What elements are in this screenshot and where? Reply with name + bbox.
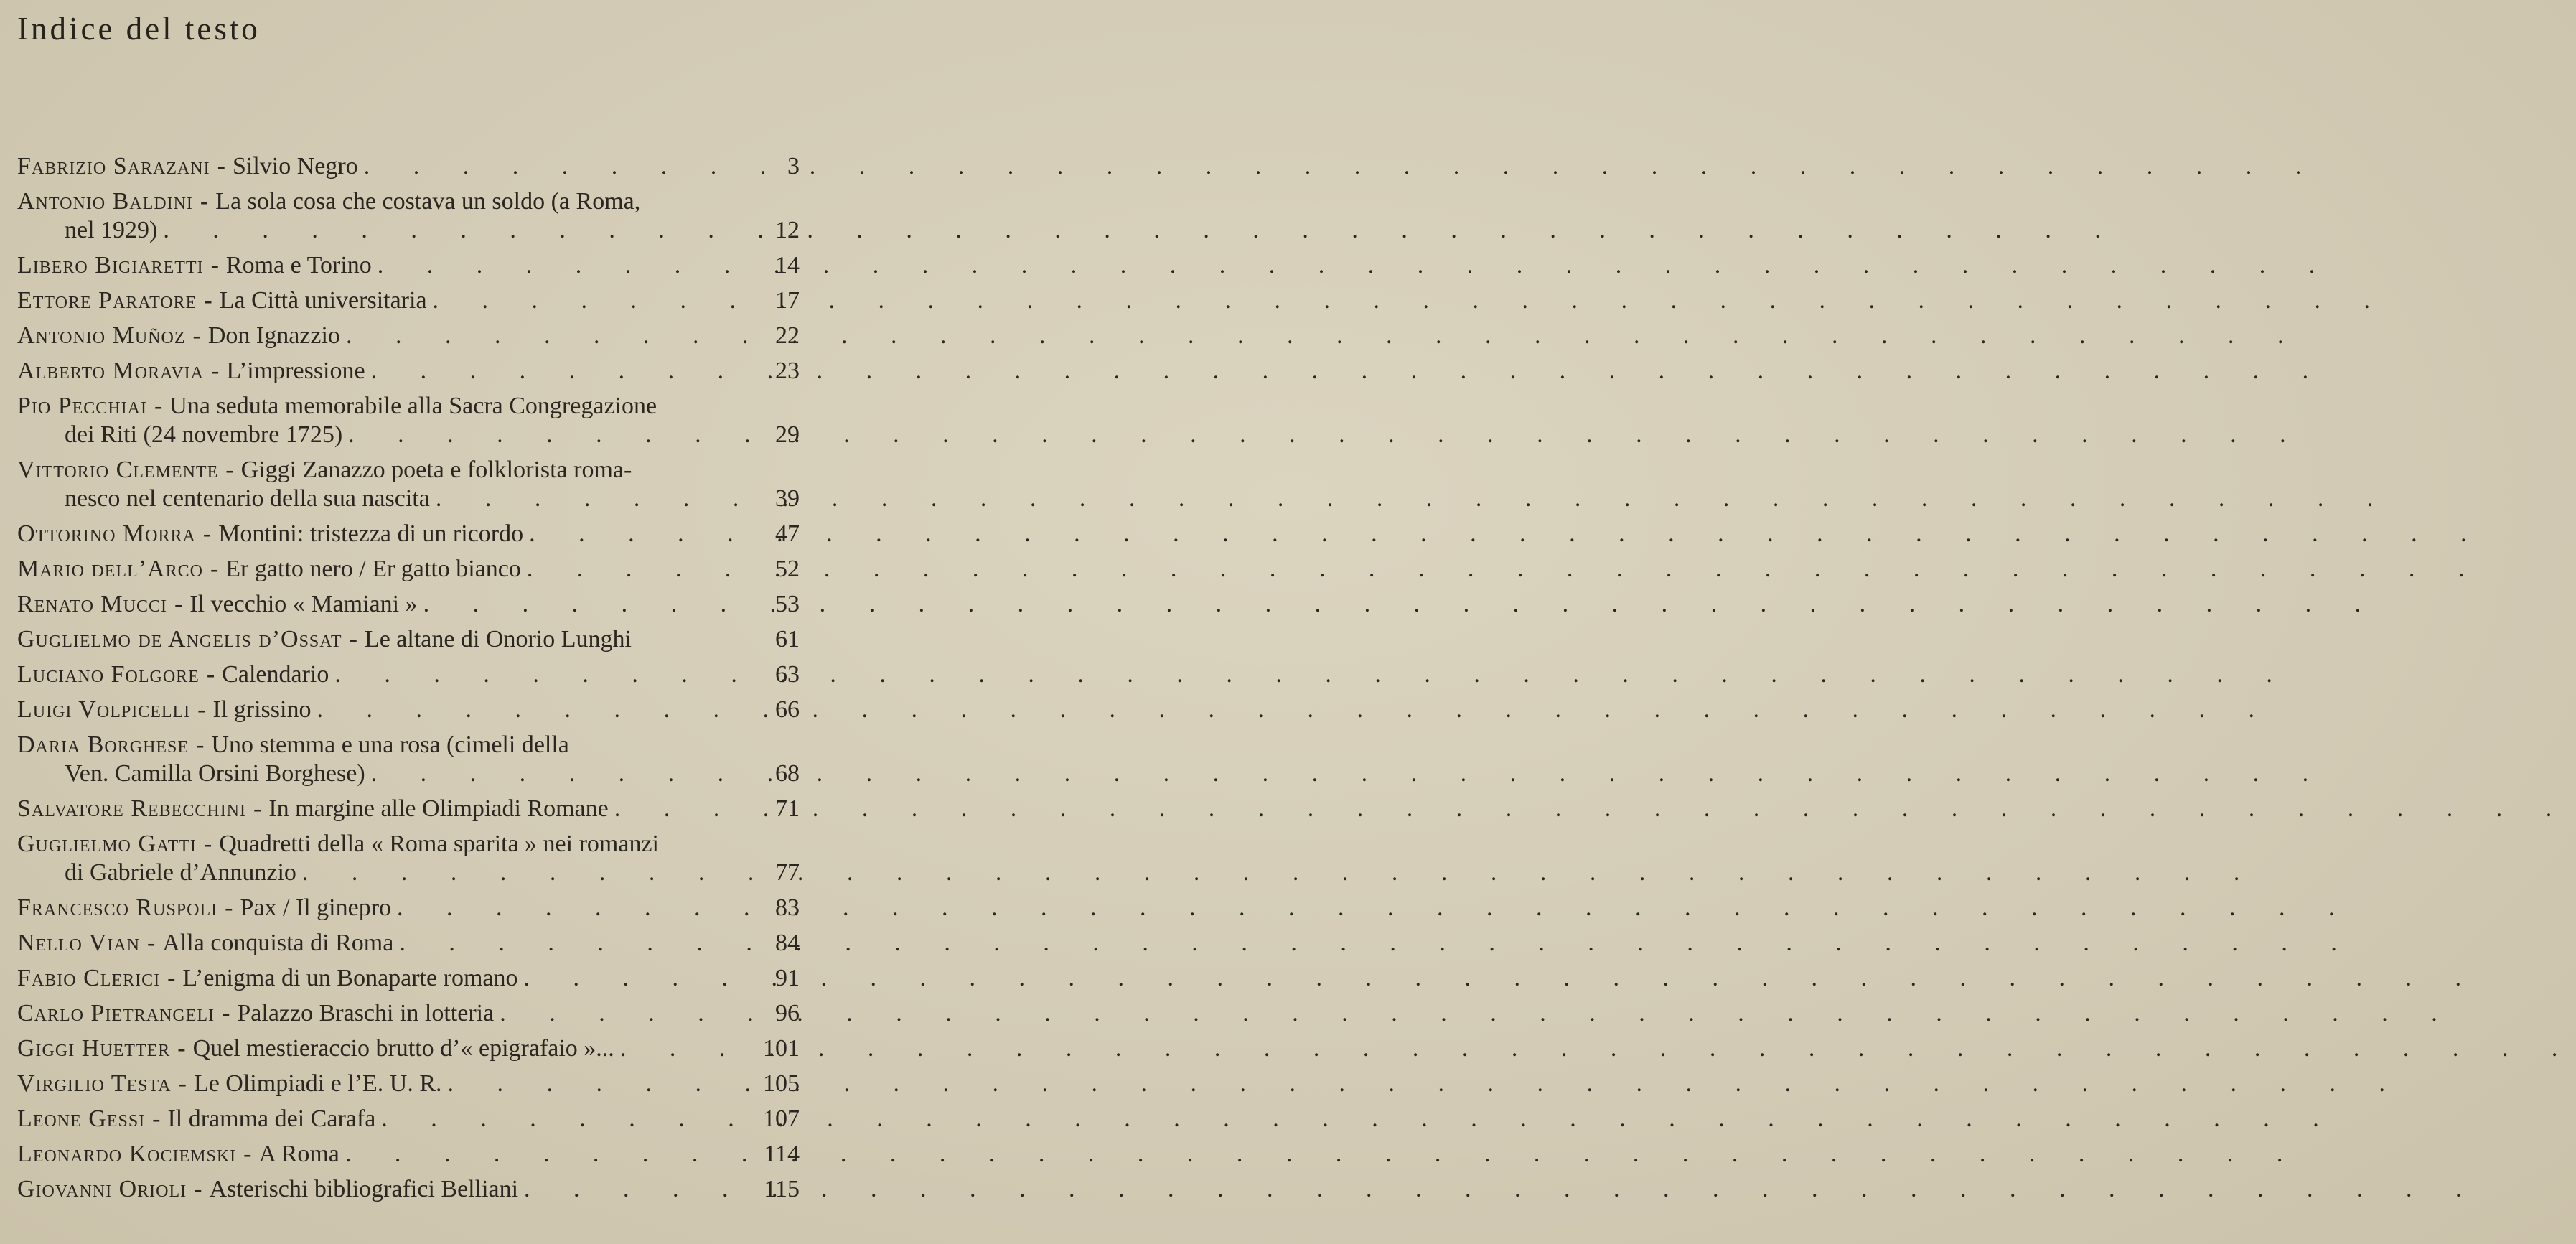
toc-entry (17, 1070, 800, 1098)
entry-author: Leone Gessi (17, 1105, 146, 1132)
entry-page-number: 77 (775, 859, 800, 886)
toc-line (17, 456, 721, 485)
toc-line (17, 251, 721, 280)
entry-title: Silvio Negro (232, 153, 358, 179)
entry-author: Luigi Volpicelli (17, 696, 191, 723)
toc-line (17, 999, 721, 1028)
entry-page-number: 3 (787, 153, 800, 179)
separator: - (174, 591, 183, 617)
entry-title: La sola cosa che costava un soldo (a Roma, (215, 188, 641, 215)
separator: - (349, 626, 357, 653)
dot-leader (329, 660, 721, 689)
separator: - (210, 252, 219, 279)
toc-line (17, 1034, 721, 1063)
entry-page-number: 105 (763, 1070, 800, 1097)
entry-author: Guglielmo Gatti (17, 831, 197, 857)
toc-line (17, 625, 721, 654)
toc-entry (17, 964, 800, 993)
dot-leader (391, 894, 721, 922)
toc-entry (17, 999, 800, 1028)
entry-page-number: 63 (775, 661, 800, 688)
separator: - (217, 153, 225, 179)
dot-leader (358, 152, 721, 181)
toc-entry (17, 392, 800, 449)
dot-leader (157, 216, 721, 245)
toc-line (17, 1175, 721, 1204)
toc-entry (17, 731, 800, 788)
entry-author: Virgilio Testa (17, 1070, 172, 1097)
entry-title: Quel mestieraccio brutto d’« epigrafaio »... (192, 1035, 614, 1062)
separator: - (154, 393, 163, 419)
entry-author: Mario dell’Arco (17, 556, 203, 582)
entry-author: Salvatore Rebecchini (17, 795, 247, 822)
entry-author: Giggi Huetter (17, 1035, 171, 1062)
dot-leader (375, 1105, 721, 1133)
toc-entry (17, 1140, 800, 1169)
dot-leader (296, 859, 721, 887)
entry-title: Montini: tristezza di un ricordo (218, 520, 524, 547)
entry-author: Fabio Clerici (17, 965, 161, 991)
toc-line (17, 357, 721, 385)
entry-title: L’impressione (226, 357, 365, 384)
entry-title-continued: di Gabriele d’Annunzio (65, 859, 296, 886)
entry-title: Uno stemma e una rosa (cimeli della (211, 731, 569, 758)
entry-page-number: 71 (775, 795, 800, 822)
toc-entry (17, 1034, 800, 1063)
entry-title: Le altane di Onorio Lunghi (364, 626, 632, 653)
entry-author: Antonio Baldini (17, 188, 193, 215)
dot-leader (614, 1034, 721, 1063)
entry-author: Leonardo Kociemski (17, 1141, 237, 1167)
entry-title-continued: dei Riti (24 novembre 1725) (65, 421, 343, 448)
entry-author: Renato Mucci (17, 591, 167, 617)
dot-leader (609, 795, 721, 823)
toc-line (17, 322, 721, 350)
separator: - (146, 930, 156, 956)
entry-page-number: 66 (775, 696, 800, 723)
separator: - (253, 795, 262, 822)
separator: - (222, 1000, 230, 1026)
toc-line (17, 520, 721, 548)
dot-leader (311, 696, 721, 724)
separator: - (243, 1141, 252, 1167)
toc-line (17, 555, 721, 584)
entry-page-number: 23 (775, 357, 800, 384)
toc-line (17, 929, 721, 958)
entry-page-number: 91 (775, 965, 800, 991)
toc-entry (17, 251, 800, 280)
separator: - (178, 1070, 187, 1097)
entry-title: Il grissino (212, 696, 312, 723)
toc-entry (17, 520, 800, 548)
dot-leader (339, 1140, 721, 1169)
toc-entry (17, 152, 800, 181)
toc-line (17, 894, 721, 922)
entry-author: Vittorio Clemente (17, 457, 219, 483)
dot-leader (340, 322, 721, 350)
toc-entry (17, 1105, 800, 1133)
entry-title: Una seduta memorabile alla Sacra Congregazione (169, 393, 657, 419)
entry-author: Pio Pecchiai (17, 393, 147, 419)
entry-author: Francesco Ruspoli (17, 894, 218, 921)
separator: - (200, 188, 209, 215)
entry-page-number: 68 (775, 760, 800, 787)
dot-leader (418, 590, 721, 619)
entry-author: Libero Bigiaretti (17, 252, 204, 279)
toc-line (17, 392, 721, 421)
dot-leader (365, 357, 721, 385)
entry-title: Le Olimpiadi e l’E. U. R. (193, 1070, 442, 1097)
dot-leader (365, 759, 721, 788)
dot-leader (442, 1070, 721, 1098)
dot-leader (494, 999, 721, 1028)
separator: - (225, 457, 234, 483)
entry-page-number: 61 (775, 626, 800, 653)
entry-page-number: 52 (775, 556, 800, 582)
toc-entry (17, 187, 800, 245)
entry-page-number: 29 (775, 421, 800, 448)
dot-leader (342, 421, 721, 449)
toc-entry (17, 625, 800, 654)
toc-entry (17, 322, 800, 350)
toc-entry (17, 795, 800, 823)
entry-author: Antonio Muñoz (17, 322, 186, 349)
entry-title: Il vecchio « Mamiani » (189, 591, 418, 617)
dot-leader (427, 286, 721, 315)
entry-title: Quadretti della « Roma sparita » nei romanzi (219, 831, 659, 857)
entry-title: Pax / Il ginepro (240, 894, 392, 921)
toc-line-continuation (17, 421, 721, 449)
toc-entry (17, 929, 800, 958)
entry-author: Daria Borghese (17, 731, 189, 758)
entry-author: Alberto Moravia (17, 357, 204, 384)
separator: - (210, 357, 220, 384)
toc-line (17, 731, 721, 759)
toc-line-continuation (17, 759, 721, 788)
toc-entry (17, 830, 800, 887)
dot-leader (523, 520, 721, 548)
toc-line (17, 590, 721, 619)
toc-line-continuation (17, 485, 721, 513)
entry-author: Guglielmo de Angelis d’Ossat (17, 626, 342, 653)
entry-page-number: 14 (775, 252, 800, 279)
toc-entry (17, 590, 800, 619)
separator: - (194, 1176, 202, 1202)
toc-line (17, 830, 721, 859)
entry-author: Luciano Folgore (17, 661, 200, 688)
entry-page-number: 17 (775, 287, 800, 314)
toc-entry (17, 555, 800, 584)
entry-author: Carlo Pietrangeli (17, 1000, 215, 1026)
book-page (0, 0, 817, 1244)
separator: - (152, 1105, 161, 1132)
toc-entry (17, 456, 800, 513)
dot-leader (518, 1175, 721, 1204)
toc-line (17, 964, 721, 993)
entry-author: Ottorino Morra (17, 520, 196, 547)
dot-leader (393, 929, 721, 958)
toc-line (17, 152, 721, 181)
entry-author: Nello Vian (17, 930, 140, 956)
toc-line (17, 795, 721, 823)
entry-page-number: 12 (775, 217, 800, 243)
toc-line (17, 1140, 721, 1169)
entry-page-number: 107 (763, 1105, 800, 1132)
entry-title-continued: nel 1929) (65, 217, 158, 243)
separator: - (203, 831, 212, 857)
entry-title: Palazzo Braschi in lotteria (237, 1000, 495, 1026)
entry-title: Er gatto nero / Er gatto bianco (225, 556, 521, 582)
toc-line (17, 1105, 721, 1133)
separator: - (206, 661, 215, 688)
toc-line-continuation (17, 859, 721, 887)
entry-title: Giggi Zanazzo poeta e folklorista roma- (240, 457, 632, 483)
entry-title: In margine alle Olimpiadi Romane (268, 795, 609, 822)
toc-line (17, 1070, 721, 1098)
dot-leader (517, 964, 721, 993)
entry-page-number: 53 (775, 591, 800, 617)
entry-author: Giovanni Orioli (17, 1176, 187, 1202)
entry-page-number: 114 (764, 1141, 800, 1167)
toc-line (17, 286, 721, 315)
separator: - (167, 965, 176, 991)
entry-title: Alla conquista di Roma (162, 930, 394, 956)
separator: - (177, 1035, 186, 1062)
toc-line (17, 660, 721, 689)
toc-entry (17, 286, 800, 315)
toc-line (17, 696, 721, 724)
entry-page-number: 115 (764, 1176, 800, 1202)
page-title: Indice del testo (17, 11, 261, 47)
entry-page-number: 96 (775, 1000, 800, 1026)
toc-entry (17, 357, 800, 385)
dot-leader (430, 485, 721, 513)
entry-title-continued: Ven. Camilla Orsini Borghese) (65, 760, 365, 787)
entry-page-number: 101 (763, 1035, 800, 1062)
entry-page-number: 39 (775, 485, 800, 512)
entry-page-number: 83 (775, 894, 800, 921)
entry-title: L’enigma di un Bonaparte romano (182, 965, 518, 991)
entry-author: Fabrizio Sarazani (17, 153, 210, 179)
entry-title: Don Ignazzio (207, 322, 340, 349)
separator: - (202, 520, 212, 547)
entry-title-continued: nesco nel centenario della sua nascita (65, 485, 430, 512)
entry-page-number: 22 (775, 322, 800, 349)
separator: - (210, 556, 219, 582)
entry-title: La Città universitaria (219, 287, 427, 314)
entry-title: A Roma (258, 1141, 339, 1167)
toc-line (17, 187, 721, 216)
toc-entry (17, 660, 800, 689)
dot-leader (521, 555, 721, 584)
separator: - (204, 287, 212, 314)
entry-page-number: 47 (775, 520, 800, 547)
toc-entry (17, 1175, 800, 1204)
entry-title: Roma e Torino (225, 252, 372, 279)
toc-entry (17, 696, 800, 724)
entry-title: Il dramma dei Carafa (167, 1105, 376, 1132)
table-of-contents (17, 152, 800, 1210)
separator: - (196, 731, 205, 758)
separator: - (197, 696, 206, 723)
separator: - (225, 894, 233, 921)
entry-author: Ettore Paratore (17, 287, 197, 314)
dot-leader (372, 251, 721, 280)
toc-line-continuation (17, 216, 721, 245)
separator: - (192, 322, 201, 349)
entry-title: Calendario (222, 661, 329, 688)
entry-page-number: 84 (775, 930, 800, 956)
toc-entry (17, 894, 800, 922)
entry-title: Asterischi bibliografici Belliani (209, 1176, 519, 1202)
